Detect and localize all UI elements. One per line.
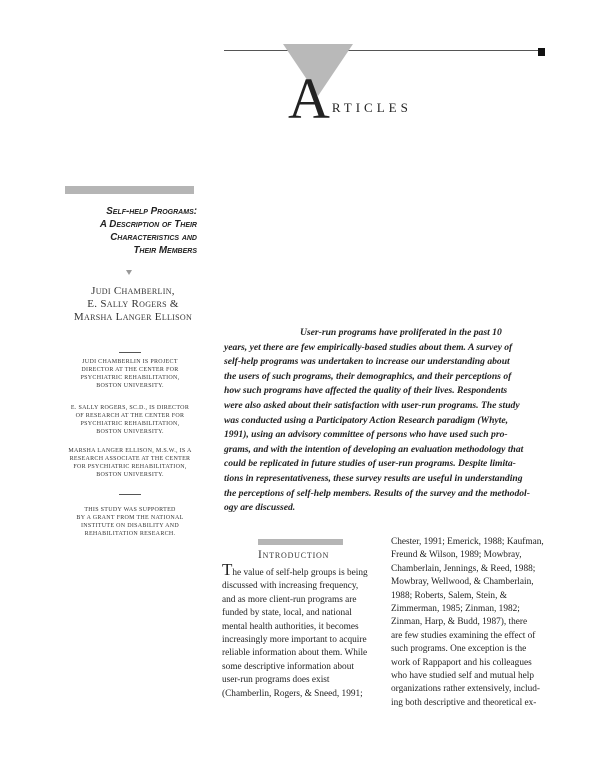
author-line: E. Sally Rogers &	[87, 298, 179, 310]
body-line: Chester, 1991; Emerick, 1988; Kaufman,	[391, 537, 544, 547]
body-line: who have studied self and mutual help	[391, 671, 535, 682]
body-line: such programs. One exception is the	[391, 644, 527, 655]
body-line: Zinman, Harp, & Budd, 1987), there	[391, 617, 528, 628]
article-title-line: A Description of Their	[99, 219, 197, 230]
note-line: BOSTON UNIVERSITY.	[96, 383, 164, 389]
body-line-text: he value of self-help groups is being	[232, 568, 368, 578]
body-line: are few studies examining the effect of	[391, 630, 536, 641]
body-line: Mowbray, Wellwood, & Chamberlain,	[391, 577, 534, 588]
section-title	[288, 66, 412, 131]
body-line: and as more client-run programs are	[222, 594, 357, 605]
section-title-initial: A	[288, 66, 330, 131]
author-note-chamberlin	[66, 358, 194, 390]
abstract-line: tions in representativeness, these survey results are useful in understanding	[224, 472, 523, 484]
abstract-line: could be replicated in future studies of user-run programs. Despite limita-	[224, 458, 516, 470]
abstract-line: self-help programs was undertaken to increase our understanding about	[224, 356, 510, 368]
abstract-line: the users of such programs, their demographics, and their perceptions of	[224, 370, 512, 382]
drop-cap: T	[222, 560, 233, 579]
intro-heading-bar	[258, 539, 343, 545]
note-line: THIS STUDY WAS SUPPORTED	[84, 507, 176, 513]
sidebar-bar	[65, 186, 194, 194]
abstract-line: were also asked about their satisfaction with user-run programs. The study	[224, 399, 520, 411]
body-line: organizations rather extensively, includ-	[391, 684, 540, 695]
note-line: DIRECTOR AT THE CENTER FOR	[81, 367, 179, 373]
author-line: Marsha Langer Ellison	[73, 311, 193, 323]
note-line: BOSTON UNIVERSITY.	[96, 472, 164, 478]
note-line: BOSTON UNIVERSITY.	[96, 429, 164, 435]
author-note-rogers	[66, 404, 194, 436]
header-square-marker	[538, 48, 545, 56]
abstract-line: the perceptions of self-help members. Results of the survey and the methodol-	[224, 487, 530, 499]
body-line: (Chamberlin, Rogers, & Sneed, 1991;	[222, 688, 363, 699]
note-line: BY A GRANT FROM THE NATIONAL	[76, 515, 184, 521]
body-line: mental health authorities, it becomes	[222, 621, 359, 632]
abstract-line: how such programs have affected the quality of their lives. Respondents	[224, 385, 508, 397]
note-line: MARSHA LANGER ELLISON, M.S.W., IS A	[68, 448, 192, 454]
article-title-line: Characteristics and	[110, 232, 197, 243]
body-line: Freund & Wilson, 1989; Mowbray,	[391, 550, 522, 561]
body-line: funded by state, local, and national	[222, 608, 352, 619]
title-triangle-icon	[126, 270, 132, 275]
body-column-2	[391, 536, 551, 710]
author-note-ellison	[66, 447, 194, 479]
note-line: FOR PSYCHIATRIC REHABILITATION,	[73, 464, 187, 470]
article-title-line: Self-help Programs:	[106, 206, 197, 217]
body-line: Chamberlain, Jennings, & Reed, 1988;	[391, 563, 536, 574]
support-note-rule	[119, 494, 141, 495]
body-line: some descriptive information about	[222, 661, 354, 672]
abstract-line-text: User-run programs have proliferated in the past 10	[300, 327, 502, 338]
body-line: work of Rappaport and his colleagues	[391, 657, 532, 668]
abstract-line: was conducted using a Participatory Action Research paradigm (Whyte,	[224, 414, 508, 426]
note-line: PSYCHIATRIC REHABILITATION,	[80, 421, 180, 427]
funding-note	[66, 506, 194, 538]
note-line: INSTITUTE ON DISABILITY AND	[80, 523, 180, 529]
abstract-line: grams, and with the intention of developing an evaluation methodology that	[224, 443, 524, 455]
note-line: REHABILITATION RESEARCH.	[84, 531, 176, 537]
abstract-line: ogy are discussed.	[224, 502, 296, 514]
body-line: 1988; Roberts, Salem, Stein, &	[391, 590, 507, 601]
abstract	[224, 326, 542, 516]
author-notes-rule	[119, 352, 141, 353]
section-title-rest: RTICLES	[331, 100, 412, 115]
article-title-line: Their Members	[133, 245, 197, 256]
body-line: user-run programs does exist	[222, 675, 330, 686]
body-line: reliable information about them. While	[222, 648, 368, 659]
body-line	[222, 560, 372, 580]
abstract-line: years, yet there are few empirically-based studies about them. A survey of	[224, 341, 513, 353]
body-line: increasingly more important to acquire	[222, 635, 367, 646]
body-line: discussed with increasing frequency,	[222, 581, 359, 592]
note-line: OF RESEARCH AT THE CENTER FOR	[75, 413, 185, 419]
abstract-line	[224, 326, 542, 341]
body-column-1	[222, 560, 372, 701]
note-line: JUDI CHAMBERLIN IS PROJECT	[82, 359, 178, 365]
note-line: E. SALLY ROGERS, SC.D., IS DIRECTOR	[70, 405, 190, 411]
note-line: RESEARCH ASSOCIATE AT THE CENTER	[69, 456, 191, 462]
abstract-line: 1991), using an advisory committee of persons who have used such pro-	[224, 429, 508, 441]
body-line: ing both descriptive and theoretical ex-	[391, 697, 537, 708]
article-title	[62, 205, 197, 257]
section-heading: Introduction	[258, 549, 330, 561]
author-line: Judi Chamberlin,	[91, 285, 175, 297]
header-rule	[224, 50, 540, 51]
body-line: Zimmerman, 1985; Zinman, 1982;	[391, 604, 520, 615]
note-line: PSYCHIATRIC REHABILITATION,	[80, 375, 180, 381]
author-list	[58, 285, 208, 324]
